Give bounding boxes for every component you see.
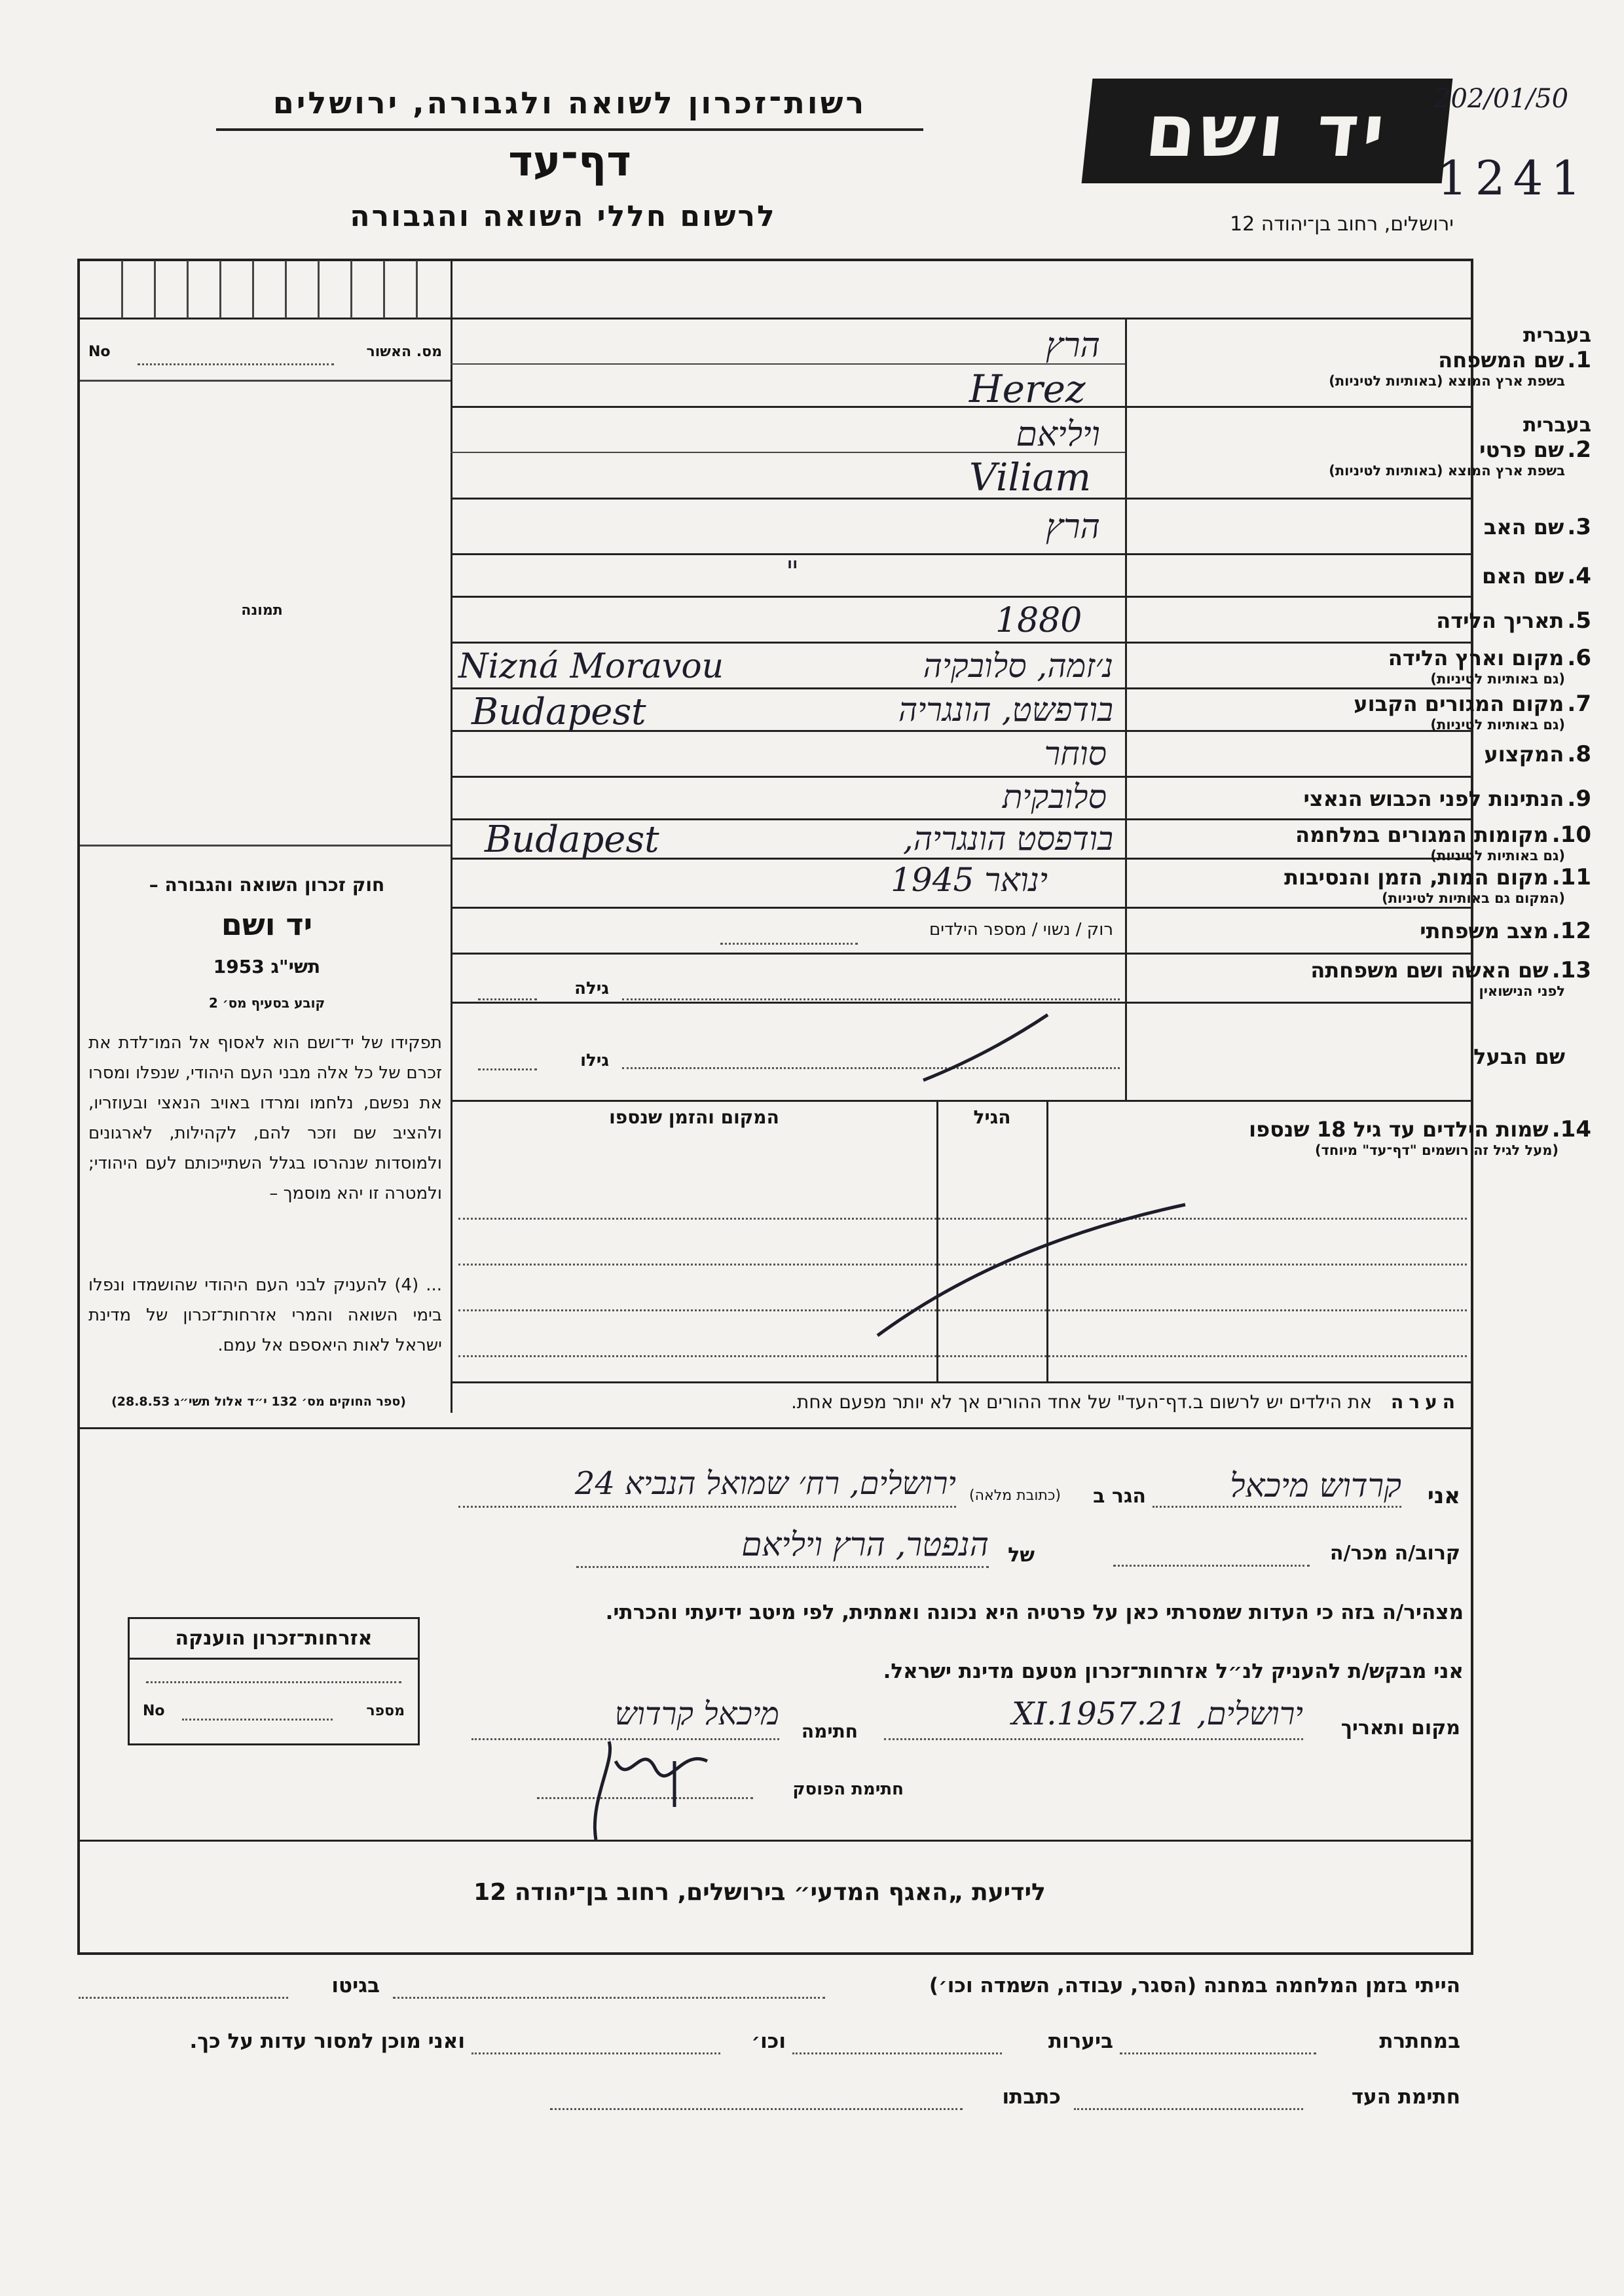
footer-witness-signature-input[interactable] [1074, 2108, 1303, 2110]
field-9-label: 9. הנתינות לפני הכבוש הנאצי [1303, 786, 1591, 812]
relative-label: קרוב/ה מכר/ה [1329, 1542, 1460, 1565]
declarant-i-label: אני [1427, 1483, 1460, 1509]
field-7-label: 7. מקום המגורים הקבוע (גם באותיות לטיניות) [1354, 691, 1591, 733]
photo-label[interactable]: תמונה [241, 602, 283, 619]
logo-text: יד ושם [1141, 89, 1393, 173]
footer-forest-input[interactable] [792, 2052, 1002, 2054]
photo-box-top [80, 380, 451, 382]
citizenship-before-occupation[interactable]: סלובקית [1002, 778, 1107, 816]
field-10-label: 10. מקומות המגורים במלחמה (גם באותיות לטיניות) [1295, 822, 1591, 864]
approval-number-field[interactable] [88, 344, 442, 360]
footer-address-input[interactable] [550, 2108, 963, 2110]
wartime-residence-latin[interactable]: Budapest [485, 818, 659, 861]
law-text-1: תפקידו של יד־ושם הוא לאסוף אל המו־לדת את זכרם של כל אלה מבני העם היהודי, שנפלו ומסרו את נפשם, נלחמו ומרדו באויב הנאצי ובעוזריו, ולהציב שם וזכר להם, לקהילות, לארגונים ולמוסדות שנהרסו בגלל השתייכותם לעם היהודי; ולמטרה זו יהא מוסמך – [88, 1033, 442, 1203]
father-name[interactable]: הרץ [1045, 507, 1100, 547]
field-4-label: 4. שם האם [1482, 563, 1591, 589]
frame-right [1471, 259, 1473, 1954]
citizenship-granted-box [128, 1617, 420, 1745]
approval-line [138, 363, 334, 365]
field-11-label: 11. מקום המות, הזמן והנסיבות (המקום גם באותיות לטיניות) [1284, 864, 1591, 906]
husband-label: שם הבעל [1473, 1044, 1565, 1069]
declarant-address-line [458, 1506, 956, 1508]
marital-status-line [720, 943, 858, 945]
law-title: חוק זכרון השואה והגבורה – [149, 874, 385, 896]
resident-label: הגר ב [1093, 1485, 1146, 1508]
declarant-name[interactable]: קרדוש מיכאל [1230, 1467, 1401, 1504]
in-hebrew-1: בעברית [1523, 324, 1591, 347]
footer-etc-label: וכו׳ [751, 2030, 786, 2053]
place-date-value[interactable]: ירושלים, 21.XI.1957 [1012, 1696, 1303, 1732]
given-name-latin[interactable]: Viliam [969, 455, 1092, 500]
in-hebrew-2: בעברית [1523, 414, 1591, 437]
clerk-signature-scribble [576, 1722, 733, 1846]
footer-camp-line: הייתי בזמן המלחמה במחנה (הסגר, עבודה, השמדה וכו׳) [929, 1974, 1460, 1997]
footer-witness-signature-label: חתימת העד [1351, 2085, 1460, 2109]
citizenship-box-no-suffix: No [143, 1703, 165, 1719]
deceased-relation-line [576, 1566, 989, 1568]
declarant-name-line [1153, 1506, 1401, 1508]
signature-label: חתימה [801, 1721, 858, 1742]
approval-no: No [88, 344, 111, 360]
law-citation: (ספר החוקים מס׳ 132 י״ד אלול תשי״ג 28.8.53) [111, 1394, 406, 1409]
field-8-label: 8. המקצוע [1484, 741, 1591, 767]
field-12-label: 12. מצב משפחתי [1420, 918, 1591, 944]
frame-left [77, 259, 80, 1954]
family-name-hebrew[interactable]: הרץ [1045, 326, 1100, 365]
logo-address: ירושלים, רחוב בן־יהודה 12 [1230, 213, 1454, 236]
children-place-header: המקום והזמן שנספו [609, 1106, 779, 1128]
footer-ready-text: ואני מוכן למסור עדות על כך. [189, 2030, 465, 2053]
footer-underground-label: במחתרת [1379, 2030, 1460, 2053]
declaration-statement: מצהיר/ה בזה כי העדות שמסרתי כאן על פרטיה היא נכונה ואמתית, לפי מיטב ידיעתי והכרתי. [605, 1601, 1464, 1624]
children-age-header: הגיל [973, 1106, 1011, 1128]
field-5-label: 5. תאריך הלידה [1436, 608, 1591, 634]
marital-status-options[interactable]: רוק / נשוי / מספר הילדים [929, 920, 1113, 939]
wife-age-line[interactable] [478, 998, 537, 1000]
label-column-divider [1125, 318, 1127, 1100]
yad-vashem-logo [1082, 79, 1453, 183]
field-1-label: בעברית 1. שם המשפחה בשפת ארץ המוצא (באותיות לטיניות) [1329, 324, 1591, 389]
footer-ghetto-label: בגיטו [331, 1974, 380, 1997]
footer-title: לידיעת „האגף המדעי״ בירושלים, רחוב בן־יהודה 12 [473, 1879, 1046, 1906]
footer-etc-input[interactable] [471, 2052, 720, 2054]
form-number: 1241 [1437, 151, 1589, 206]
profession[interactable]: סוחר [1044, 735, 1107, 773]
field-14-label: 14. שמות הילדים עד גיל 18 שנספו (מעל לגיל זה רושמים "דף־עד" מיוחד) [1249, 1116, 1591, 1158]
field-13-label: 13. שם האשה ושם משפחתה לפני הנישואין [1310, 957, 1591, 999]
husband-age-line[interactable] [478, 1068, 537, 1070]
wartime-residence-hebrew[interactable]: בודפסט הונגריה, [902, 820, 1113, 858]
note-bottom [77, 1427, 1472, 1429]
residence-hebrew[interactable]: בודפשט, הונגריה [898, 691, 1113, 729]
left-column-divider [451, 261, 452, 1413]
footer-forest-label: ביערות [1048, 2030, 1113, 2053]
citizenship-box-title: אזרחות־זכרון הוענקה [130, 1619, 418, 1660]
note-text: את הילדים יש לרשום ב.דף־העד" של אחד ההורים אך לא יותר מפעם אחת. [791, 1391, 1373, 1413]
footer-ghetto-input[interactable] [79, 1997, 288, 1999]
husband-age-label: גילו [580, 1051, 609, 1070]
clerk-signature-label: חתימת הפוסק [792, 1779, 904, 1799]
family-name-latin[interactable]: Herez [969, 367, 1086, 411]
cancel-stroke-14 [871, 1192, 1198, 1342]
form-title: דף־עד [508, 137, 631, 186]
field-3-label: 3. שם האב [1483, 514, 1591, 540]
mother-name[interactable]: " [786, 555, 800, 589]
citizenship-box-no-label: מספר [366, 1703, 405, 1719]
footer-camp-input[interactable] [393, 1997, 825, 1999]
death-place-time[interactable]: ינואר 1945 [891, 861, 1048, 899]
address-hint: (כתובת מלאה) [969, 1487, 1061, 1504]
approval-label: מס. האשור [366, 344, 442, 360]
law-text-2: ... (4) להעניק לבני העם היהודי שהושמדו ונפלו בימי השואה והמרי אזרחות־זכרון של מדינת ישראל לאות היאספם אל עמם. [88, 1275, 443, 1355]
declarant-signature[interactable]: מיכאל קרדוש [614, 1696, 779, 1732]
residence-latin[interactable]: Budapest [471, 691, 646, 733]
birth-place-latin[interactable]: Nizná Moravou [458, 647, 724, 686]
authority-underline [216, 128, 923, 131]
note-row [458, 1391, 1460, 1413]
of-label: של [1008, 1544, 1035, 1567]
footer-address-label: כתבתו [1002, 2085, 1061, 2109]
place-date-label: מקום ותאריך [1340, 1717, 1460, 1740]
frame-bottom [77, 1952, 1473, 1955]
cancel-stroke-13 [917, 1008, 1061, 1087]
declaration-bottom [77, 1840, 1472, 1842]
law-year: תשי"ג 1953 [213, 956, 321, 977]
form-subtitle: לרשום חללי השואה והגבורה [350, 200, 777, 233]
given-name-hebrew[interactable]: ויליאם [1016, 415, 1100, 454]
archive-stamp-number: 202/01/50 [1434, 84, 1569, 114]
place-date-line [884, 1738, 1303, 1740]
field-6-label: 6. מקום וארץ הלידה (גם באותיות לטיניות) [1388, 645, 1591, 687]
deceased-relation[interactable]: הנפטר, הרץ ויליאם [741, 1525, 989, 1563]
note-label: הערה [1391, 1391, 1460, 1413]
relative-line[interactable] [1113, 1565, 1310, 1567]
field-2-label: בעברית 2. שם פרטי בשפת ארץ המוצא (באותיות לטיניות) [1329, 414, 1591, 479]
footer-underground-input[interactable] [1120, 2052, 1316, 2054]
photo-box-bottom [80, 845, 451, 847]
law-name: יד ושם [221, 907, 313, 942]
birth-place-hebrew[interactable]: נ׳זמה, סלובקיה [923, 647, 1113, 685]
law-section: קובע בסעיף מס׳ 2 [208, 995, 325, 1011]
birth-date[interactable]: 1880 [995, 601, 1082, 640]
declaration-request: אני מבקש/ת להעניק לנ״ל אזרחות־זכרון מטעם מדינת ישראל. [883, 1660, 1464, 1683]
wife-age-label: גילה [574, 979, 609, 998]
declarant-address[interactable]: ירושלים, רח׳ שמואל הנביא 24 [574, 1465, 956, 1502]
authority-heading: רשות־זכרון לשואה ולגבורה, ירושלים [272, 85, 867, 120]
wife-name-line[interactable] [622, 998, 1120, 1000]
